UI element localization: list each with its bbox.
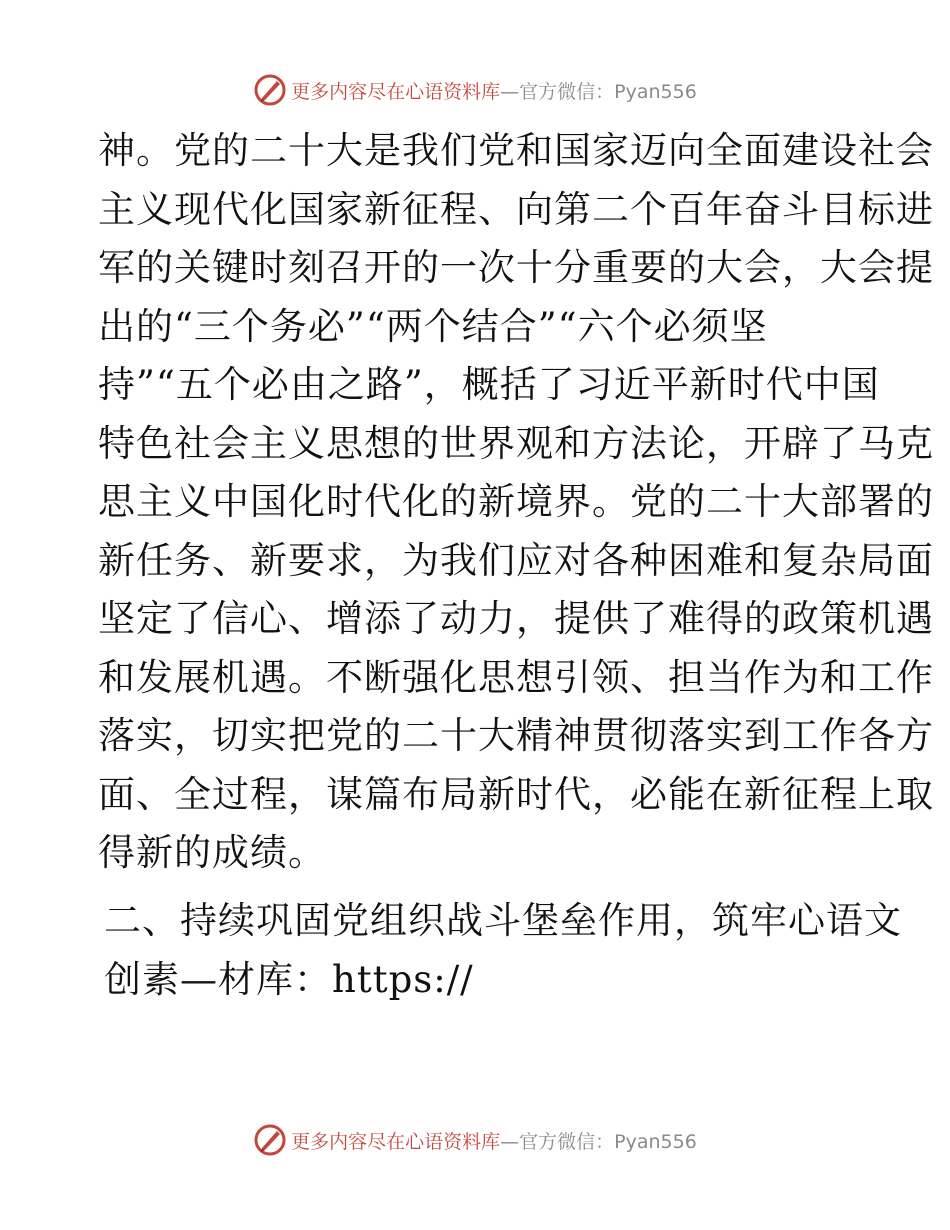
header-banner-text xyxy=(291,77,697,104)
paragraph-line: 新任务、新要求，为我们应对各种困难和复杂局面 xyxy=(98,538,934,582)
header-banner-main: 更多内容尽在心语资料库 xyxy=(291,80,501,103)
paragraph-line: 和发展机遇。不断强化思想引领、担当作为和工作 xyxy=(98,655,934,699)
quill-logo-icon xyxy=(253,1123,287,1157)
quill-logo-icon xyxy=(253,73,287,107)
paragraph-line: 思主义中国化时代化的新境界。党的二十大部署的 xyxy=(98,480,934,523)
paragraph-line: 主义现代化国家新征程、向第二个百年奋斗目标进 xyxy=(98,187,934,231)
section-heading xyxy=(104,892,902,1009)
paragraph-line: 落实，切实把党的二十大精神贯彻落实到工作各方 xyxy=(98,714,934,757)
paragraph-line: 出的“三个务必”“两个结合”“六个必须坚 xyxy=(98,304,768,348)
paragraph-line: 神。党的二十大是我们党和国家迈向全面建设社会 xyxy=(98,129,934,172)
footer-banner xyxy=(0,1120,950,1160)
paragraph-line: 面、全过程，谋篇布局新时代，必能在新征程上取 xyxy=(98,772,934,816)
paragraph-line: 持”“五个必由之路”，概括了习近平新时代中国 xyxy=(98,363,880,406)
paragraph-line: 特色社会主义思想的世界观和方法论，开辟了马克 xyxy=(98,421,934,465)
heading-line: 创素—材库：https:// xyxy=(104,957,474,1001)
paragraph-line: 军的关键时刻召开的一次十分重要的大会，大会提 xyxy=(98,246,934,289)
header-banner xyxy=(0,70,950,110)
heading-line: 二、持续巩固党组织战斗堡垒作用，筑牢心语文 xyxy=(104,899,902,942)
footer-banner-text xyxy=(291,1127,697,1154)
header-banner-official: —官方微信：Pyan556 xyxy=(500,80,697,103)
paragraph-line: 得新的成绩。 xyxy=(98,831,326,874)
paragraph-line: 坚定了信心、增添了动力，提供了难得的政策机遇 xyxy=(98,597,934,640)
body-paragraph xyxy=(98,122,934,883)
footer-banner-official: —官方微信：Pyan556 xyxy=(500,1130,697,1153)
footer-banner-main: 更多内容尽在心语资料库 xyxy=(291,1130,501,1153)
